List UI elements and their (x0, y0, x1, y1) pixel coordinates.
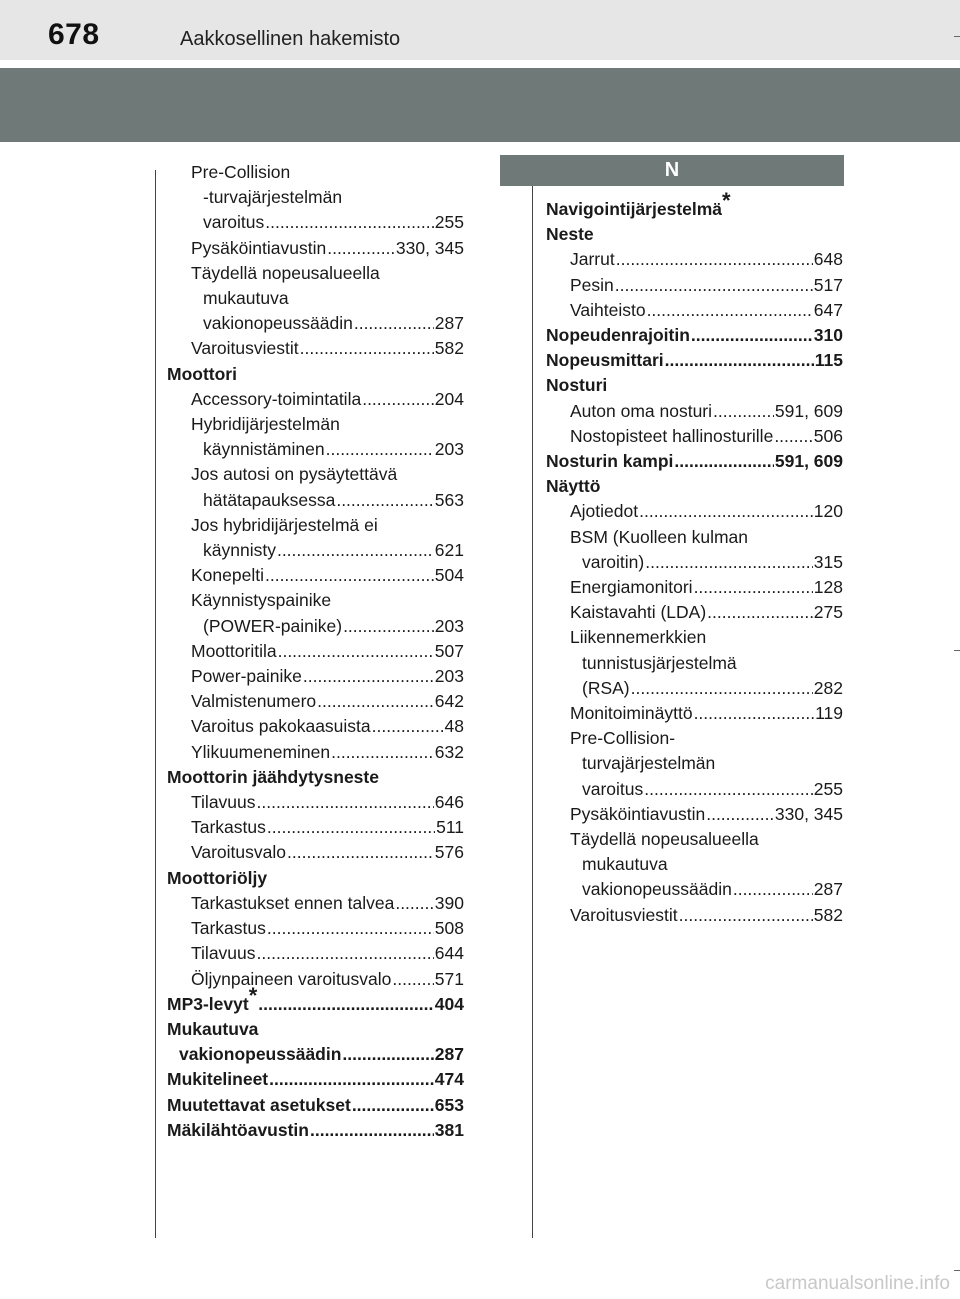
index-entry (167, 513, 464, 563)
index-entry-text: Pre-Collision- (570, 728, 676, 749)
index-entry-page: 330, 345 (774, 803, 843, 824)
dot-leader (691, 323, 813, 348)
dot-leader (631, 676, 813, 701)
index-entry-page: 255 (813, 778, 843, 799)
index-entry-page: 282 (813, 677, 843, 698)
page-title: Aakkosellinen hakemisto (180, 28, 401, 50)
index-entry (167, 387, 464, 412)
index-entry-term: hätätapauksessa (203, 489, 336, 510)
index-entry-page: 653 (434, 1094, 464, 1115)
index-entry-page: 517 (813, 274, 843, 295)
index-entry-text: Hybridijärjestelmän (191, 414, 340, 435)
dot-leader (257, 941, 434, 966)
index-entry-page: 508 (434, 918, 464, 939)
index-entry-text: Käynnistyspainike (191, 590, 332, 611)
crop-mark (954, 36, 960, 37)
dot-leader (665, 348, 814, 373)
index-entry (167, 1093, 464, 1118)
index-entry (167, 664, 464, 689)
index-entry-text: Täydellä nopeusalueella (191, 262, 380, 283)
index-entry-term: vakionopeussäädin (179, 1044, 342, 1065)
index-entry-page: 576 (434, 842, 464, 863)
index-entry-page: 287 (813, 879, 843, 900)
dot-leader (265, 210, 434, 235)
index-entry-term: Tilavuus (191, 792, 256, 813)
index-entry (546, 222, 843, 247)
index-entry (546, 348, 843, 373)
dot-leader (615, 273, 813, 298)
index-entry-page: 203 (434, 439, 464, 460)
dot-leader (354, 311, 434, 336)
index-entry-page: 119 (815, 703, 843, 724)
index-entry-page: 571 (434, 968, 464, 989)
dot-leader (326, 437, 434, 462)
index-entry (167, 840, 464, 865)
dot-leader (342, 1042, 433, 1067)
index-entry-term: Nostopisteet hallinosturille (570, 425, 774, 446)
index-entry (167, 916, 464, 941)
index-entry-term: Öljynpaineen varoitusvalo (191, 968, 392, 989)
index-entry-page: 287 (434, 1044, 464, 1065)
dot-leader (317, 689, 434, 714)
dot-leader (395, 891, 433, 916)
index-entry-page: 255 (434, 212, 464, 233)
index-entry-term: Mukitelineet (167, 1069, 269, 1090)
index-entry-term: Varoitusvalo (191, 842, 287, 863)
dot-leader (645, 550, 813, 575)
index-entry (167, 1067, 464, 1092)
watermark: carmanualsonline.info (765, 1273, 950, 1294)
index-entry-term: Energiamonitori (570, 577, 693, 598)
left-column-rule (155, 170, 156, 1238)
index-entry (546, 802, 843, 827)
index-entry-term: Auton oma nosturi (570, 400, 713, 421)
index-entry-term: (POWER-painike) (203, 615, 343, 636)
index-entry-text: turvajärjestelmän (582, 753, 716, 774)
index-entry-term: Ylikuumeneminen (191, 741, 331, 762)
index-entry-page: 506 (813, 425, 843, 446)
index-entry-text: BSM (Kuolleen kulman (570, 526, 748, 547)
index-entry-term: Nosturi (546, 375, 608, 396)
index-entry (167, 563, 464, 588)
dot-leader (694, 701, 815, 726)
index-entry (167, 891, 464, 916)
index-entry-term: Tarkastus (191, 918, 266, 939)
index-entry (546, 903, 843, 928)
index-entry-page: 504 (434, 565, 464, 586)
index-entry-term: Accessory-toimintatila (191, 388, 362, 409)
index-entry (546, 701, 843, 726)
dot-leader (352, 1093, 434, 1118)
dot-leader (644, 777, 813, 802)
index-entry-term: Valmistenumero (191, 691, 317, 712)
index-entry-term: Nopeusmittari (546, 350, 664, 371)
index-entry-text: Jos hybridijärjestelmä ei (191, 514, 378, 535)
index-entry-term: Vaihteisto (570, 299, 646, 320)
index-entry (546, 525, 843, 575)
page-number: 678 (48, 18, 100, 51)
index-entry (546, 625, 843, 701)
index-entry (546, 827, 843, 903)
index-entry-page: 120 (813, 501, 843, 522)
index-entry (167, 1017, 464, 1067)
dot-leader (258, 992, 434, 1017)
index-entry: Navigointijärjestelmä * (546, 197, 843, 222)
index-entry-term: Varoitusviestit (570, 904, 678, 925)
index-entry-text: mukautuva (203, 288, 289, 309)
index-entry (167, 815, 464, 840)
index-entry-term: Navigointijärjestelmä (546, 199, 723, 219)
index-entry-text: tunnistusjärjestelmä (582, 652, 737, 673)
dot-leader (713, 399, 774, 424)
middle-column-rule (532, 185, 533, 1238)
index-entry-page: 582 (434, 338, 464, 359)
dot-leader (336, 488, 433, 513)
index-entry-page: 330, 345 (395, 237, 464, 258)
index-entry-page: 642 (434, 691, 464, 712)
dot-leader (267, 815, 435, 840)
index-entry-page: 310 (813, 325, 843, 346)
index-entry-page: 115 (814, 350, 843, 371)
index-entry-term: Ajotiedot (570, 501, 639, 522)
index-entry-page: 474 (434, 1069, 464, 1090)
index-entry (167, 866, 464, 891)
page-header-bar (0, 0, 960, 60)
index-entry (546, 449, 843, 474)
index-entry-term: Tarkastus (191, 817, 266, 838)
dot-leader (327, 236, 395, 261)
index-entry (167, 967, 464, 992)
index-entry-text: Jos autosi on pysäytettävä (191, 464, 398, 485)
index-entry-page: 48 (444, 716, 464, 737)
dot-leader (616, 247, 813, 272)
index-entry (546, 600, 843, 625)
index-entry-text: Pre-Collision (191, 162, 291, 182)
index-entry-text: Liikennemerkkien (570, 627, 707, 648)
dot-leader (300, 336, 434, 361)
header-band (0, 68, 960, 142)
index-entry-term: varoitus (203, 212, 265, 233)
dot-leader (278, 639, 434, 664)
dot-leader (303, 664, 434, 689)
index-entry-term: Tarkastukset ennen talvea (191, 892, 395, 913)
index-entry-term: Konepelti (191, 565, 264, 586)
index-entry-page: 563 (434, 489, 464, 510)
index-entry (167, 588, 464, 638)
index-entry-page: 646 (434, 792, 464, 813)
index-entry-page: 644 (434, 943, 464, 964)
index-entry (167, 740, 464, 765)
index-entry-page: 507 (434, 640, 464, 661)
index-entry (167, 236, 464, 261)
dot-leader (265, 563, 434, 588)
index-entry (167, 1118, 464, 1143)
index-entry (546, 499, 843, 524)
index-entry (546, 726, 843, 802)
index-entry-term: Varoitus pakokaasuista (191, 716, 371, 737)
index-entry (167, 639, 464, 664)
index-entry (167, 462, 464, 512)
index-entry-page: 647 (813, 299, 843, 320)
dot-leader (310, 1118, 434, 1143)
index-entry-term: Monitoiminäyttö (570, 703, 693, 724)
index-entry-page: 582 (813, 904, 843, 925)
left-index-column (167, 160, 464, 1143)
dot-leader (679, 903, 813, 928)
dot-leader (647, 298, 813, 323)
index-entry (167, 261, 464, 337)
index-entry-page: 275 (813, 602, 843, 623)
index-entry (546, 323, 843, 348)
index-entry (546, 273, 843, 298)
index-entry (167, 714, 464, 739)
dot-leader (267, 916, 434, 941)
dot-leader (639, 499, 813, 524)
index-entry (546, 424, 843, 449)
index-entry-term: Näyttö (546, 476, 601, 497)
index-entry (546, 399, 843, 424)
index-entry-term: Pysäköintiavustin (191, 237, 327, 258)
index-entry-page: 632 (434, 741, 464, 762)
index-entry (167, 689, 464, 714)
dot-leader (257, 790, 434, 815)
dot-leader (287, 840, 434, 865)
letter-section-header: N (500, 155, 844, 186)
index-entry-term: varoitus (582, 778, 644, 799)
index-entry-term: Pesin (570, 274, 614, 295)
index-entry (167, 362, 464, 387)
index-entry-page: 404 (434, 993, 464, 1014)
index-entry-term: MP3-levyt (167, 993, 249, 1014)
index-entry-text: mukautuva (582, 854, 668, 875)
index-entry-page: 287 (434, 313, 464, 334)
index-entry (167, 941, 464, 966)
index-entry (546, 247, 843, 272)
index-entry-term: Neste (546, 224, 594, 245)
index-entry-page: 204 (434, 388, 464, 409)
index-entry-term: Mäkilähtöavustin (167, 1119, 309, 1140)
dot-leader (707, 600, 813, 625)
index-entry-term: Kaistavahti (LDA) (570, 602, 707, 623)
index-entry-page: 511 (436, 817, 464, 838)
index-entry-term: Moottori (167, 363, 237, 384)
index-entry (546, 373, 843, 398)
index-entry (546, 575, 843, 600)
index-entry-term: vakionopeussäädin (582, 879, 732, 900)
dot-leader (694, 575, 813, 600)
index-entry-term: käynnisty (203, 540, 276, 561)
index-entry-term: Varoitusviestit (191, 338, 299, 359)
index-entry (167, 160, 464, 236)
index-entry (167, 765, 464, 790)
index-entry-term: Nopeudenrajoitin (546, 325, 690, 346)
crop-mark (954, 1270, 960, 1271)
dot-leader (392, 967, 433, 992)
index-entry-page: 315 (813, 551, 843, 572)
index-entry-term: Nosturin kampi (546, 451, 674, 472)
index-entry-term: Jarrut (570, 249, 615, 270)
index-entry-term: vakionopeussäädin (203, 313, 353, 334)
index-entry: MP3-levyt * ..... 404 (167, 992, 464, 1017)
index-entry-text: Mukautuva (167, 1018, 259, 1039)
dot-leader (733, 877, 813, 902)
right-index-column (546, 188, 843, 928)
dot-leader (706, 802, 774, 827)
index-entry-page: 591, 609 (774, 451, 843, 472)
dot-leader (331, 740, 434, 765)
dot-leader (774, 424, 812, 449)
dot-leader (362, 387, 434, 412)
index-entry (546, 474, 843, 499)
index-entry (167, 790, 464, 815)
dot-leader (674, 449, 773, 474)
index-entry-term: Moottorin jäähdytysneste (167, 766, 379, 787)
crop-mark (954, 650, 960, 651)
index-entry-term: Moottoriöljy (167, 867, 268, 888)
index-entry-page: 203 (434, 666, 464, 687)
dot-leader (372, 714, 444, 739)
index-entry-page: 591, 609 (774, 400, 843, 421)
index-entry (167, 336, 464, 361)
index-entry-term: Moottoritila (191, 640, 277, 661)
index-entry-text: Täydellä nopeusalueella (570, 829, 759, 850)
dot-leader (269, 1067, 434, 1092)
index-entry-page: 203 (434, 615, 464, 636)
index-entry-text: -turvajärjestelmän (203, 187, 343, 208)
index-entry-term: Muutettavat asetukset (167, 1094, 351, 1115)
index-entry-term: (RSA) (582, 677, 630, 698)
index-entry-page: 381 (434, 1119, 464, 1140)
index-entry-term: Pysäköintiavustin (570, 803, 706, 824)
index-entry-term: Power-painike (191, 666, 302, 687)
index-entry-page: 390 (434, 892, 464, 913)
dot-leader (277, 538, 434, 563)
index-entry (546, 298, 843, 323)
index-entry-term: käynnistäminen (203, 439, 325, 460)
index-entry-term: varoitin) (582, 551, 645, 572)
index-entry-page: 648 (813, 249, 843, 270)
index-entry-term: Tilavuus (191, 943, 256, 964)
index-entry-page: 621 (434, 540, 464, 561)
index-entry (167, 412, 464, 462)
index-entry-page: 128 (813, 577, 843, 598)
dot-leader (343, 614, 434, 639)
